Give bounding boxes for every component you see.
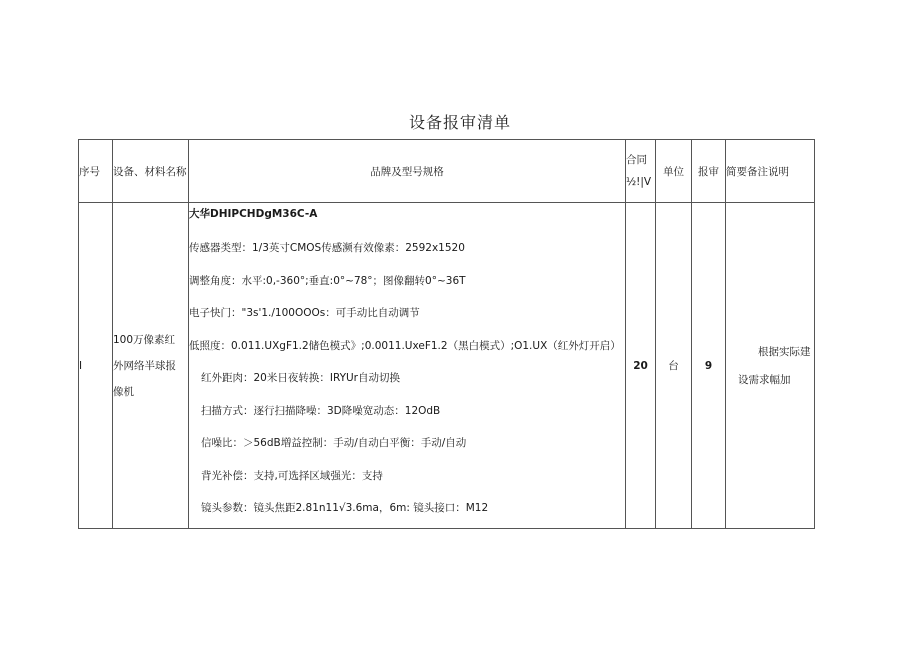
row-name-line: 100万像素红 [113, 333, 176, 346]
header-submit-qty: 报审 [692, 140, 726, 203]
spec-line: 信噪比：＞56dB増益控制：手动/自动白平衡：手动/自动 [201, 437, 467, 449]
row-name-line: 外网络半球报 [113, 359, 176, 372]
header-contract-qty-line2: ½!|V [626, 176, 652, 188]
header-unit: 单位 [656, 140, 692, 203]
row-remark [726, 203, 815, 529]
spec-line: 电子快门："3s'1./100OOOs：可手动比自动调节 [189, 307, 420, 319]
row-submit-qty: 9 [692, 203, 726, 529]
header-name: 设备、材料名称 [113, 140, 189, 203]
row-contract-qty: 20 [626, 203, 656, 529]
header-index: 序号 [79, 140, 113, 203]
header-contract-qty [626, 140, 656, 203]
spec-line: 红外距肉：20米日夜转换：IRYUr自动切换 [201, 372, 400, 384]
row-name-line: 像机 [113, 385, 134, 398]
spec-model: 大华DHIPCHDgM36C-A [189, 208, 318, 220]
spec-line: 背光补偿：支持,可选择区域强光：支持 [201, 469, 383, 482]
table-row [79, 203, 815, 529]
spec-line: 镜头参数：镜头焦距2.81n11√3.6ma，6m: 镜头接口：M12 [201, 502, 489, 514]
spec-line: 低照度：0.011.UXgF1.2储色模式》;0.0011.UxeF1.2（黑白模式）;O1.UX（红外灯开启） [189, 339, 621, 352]
row-name [113, 203, 189, 529]
table-header-row [79, 140, 815, 203]
spec-line: 调整角度：水平:0,-360°;垂直:0°~78°；图像翻转0°~36T [189, 274, 466, 287]
row-unit: 台 [656, 203, 692, 529]
spec-line: 扫描方式：逐行扫描降噪：3D降噪宽动态：12OdB [201, 404, 441, 417]
remark-line: 根据实际建 [758, 345, 811, 358]
header-contract-qty-line1: 合同 [626, 154, 647, 166]
remark-line: 设需求幅加 [738, 373, 791, 386]
header-remark: 简要备注说明 [726, 140, 815, 203]
equipment-table [78, 139, 815, 529]
row-spec [189, 203, 626, 529]
header-spec: 品牌及型号规格 [189, 140, 626, 203]
row-index: I [79, 203, 113, 529]
document-title: 设备报审清单 [408, 113, 511, 132]
spec-line: 传感器类型：1/3英寸CMOS传感濒有效像素：2592x1520 [189, 242, 465, 254]
